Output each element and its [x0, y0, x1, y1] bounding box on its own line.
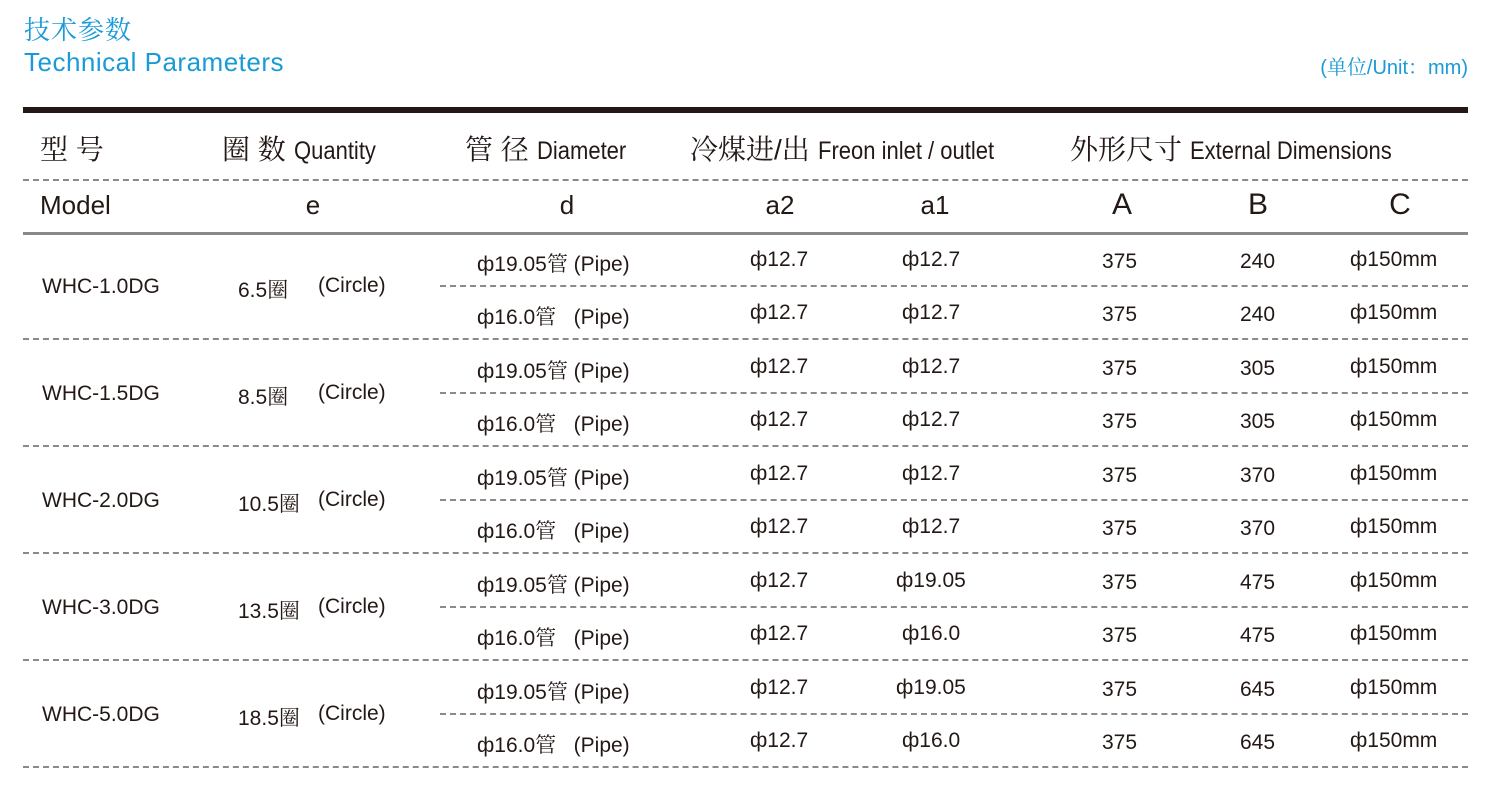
- inner-divider: [440, 606, 1468, 608]
- diameter-cell: ф19.05管 (Pipe): [477, 681, 630, 704]
- A-cell: 375: [1102, 571, 1138, 594]
- quantity-unit-cell: (Circle): [318, 488, 386, 511]
- inner-divider: [440, 285, 1468, 287]
- header-diameter: 管 径 Diameter: [465, 134, 626, 165]
- B-cell: 645: [1240, 678, 1276, 701]
- header-divider: [23, 179, 1468, 181]
- sub-B: B: [1247, 188, 1268, 221]
- row-divider: [23, 766, 1468, 768]
- B-cell: 305: [1240, 410, 1276, 433]
- row-divider: [23, 445, 1468, 447]
- B-cell: 240: [1240, 303, 1276, 326]
- C-cell: ф150mm: [1350, 301, 1438, 324]
- quantity-cell: 6.5圈: [238, 279, 289, 302]
- row-divider: [23, 659, 1468, 661]
- A-cell: 375: [1102, 357, 1138, 380]
- a2-cell: ф12.7: [750, 301, 809, 324]
- diameter-cell: ф16.0管 (Pipe): [477, 627, 630, 650]
- C-cell: ф150mm: [1350, 569, 1438, 592]
- sub-A: A: [1111, 188, 1132, 221]
- B-cell: 370: [1240, 517, 1276, 540]
- sub-a1: a1: [920, 190, 950, 220]
- quantity-cell: 18.5圈: [238, 707, 300, 730]
- a1-cell: ф16.0: [902, 729, 961, 752]
- top-rule: [23, 107, 1468, 113]
- A-cell: 375: [1102, 410, 1138, 433]
- quantity-unit-cell: (Circle): [318, 702, 386, 725]
- quantity-unit-cell: (Circle): [318, 595, 386, 618]
- diameter-cell: ф16.0管 (Pipe): [477, 734, 630, 757]
- diameter-cell: ф16.0管 (Pipe): [477, 413, 630, 436]
- A-cell: 375: [1102, 517, 1138, 540]
- quantity-cell: 10.5圈: [238, 493, 300, 516]
- sub-d: d: [559, 190, 575, 220]
- model-cell: WHC-3.0DG: [42, 596, 160, 619]
- A-cell: 375: [1102, 731, 1138, 754]
- model-cell: WHC-2.0DG: [42, 489, 160, 512]
- C-cell: ф150mm: [1350, 729, 1438, 752]
- quantity-cell: 8.5圈: [238, 386, 289, 409]
- diameter-cell: ф19.05管 (Pipe): [477, 574, 630, 597]
- unit-label: (单位/Unit：mm): [1320, 57, 1468, 79]
- model-cell: WHC-1.0DG: [42, 275, 160, 298]
- header-dimensions: 外形尺寸 External Dimensions: [1070, 134, 1392, 165]
- A-cell: 375: [1102, 250, 1138, 273]
- quantity-unit-cell: (Circle): [318, 381, 386, 404]
- sub-model: Model: [40, 190, 111, 220]
- sub-a2: a2: [765, 190, 795, 220]
- quantity-cell: 13.5圈: [238, 600, 300, 623]
- a2-cell: ф12.7: [750, 462, 809, 485]
- page-title-cn: 技术参数: [24, 15, 133, 45]
- a1-cell: ф12.7: [902, 355, 961, 378]
- a1-cell: ф12.7: [902, 515, 961, 538]
- B-cell: 475: [1240, 571, 1276, 594]
- C-cell: ф150mm: [1350, 408, 1438, 431]
- diameter-cell: ф19.05管 (Pipe): [477, 253, 630, 276]
- a1-cell: ф12.7: [902, 248, 961, 271]
- row-divider: [23, 552, 1468, 554]
- row-divider: [23, 338, 1468, 340]
- a2-cell: ф12.7: [750, 569, 809, 592]
- sub-C: C: [1389, 188, 1411, 221]
- A-cell: 375: [1102, 678, 1138, 701]
- header-quantity: 圈 数 Quantity: [222, 134, 376, 165]
- diameter-cell: ф19.05管 (Pipe): [477, 360, 630, 383]
- C-cell: ф150mm: [1350, 248, 1438, 271]
- diameter-cell: ф16.0管 (Pipe): [477, 306, 630, 329]
- inner-divider: [440, 392, 1468, 394]
- inner-divider: [440, 713, 1468, 715]
- model-cell: WHC-5.0DG: [42, 703, 160, 726]
- page-title-en: Technical Parameters: [24, 47, 284, 77]
- quantity-unit-cell: (Circle): [318, 274, 386, 297]
- a1-cell: ф19.05: [896, 676, 966, 699]
- a2-cell: ф12.7: [750, 355, 809, 378]
- C-cell: ф150mm: [1350, 676, 1438, 699]
- a2-cell: ф12.7: [750, 515, 809, 538]
- a2-cell: ф12.7: [750, 408, 809, 431]
- header-model: 型 号: [40, 134, 104, 165]
- a1-cell: ф12.7: [902, 301, 961, 324]
- a2-cell: ф12.7: [750, 248, 809, 271]
- C-cell: ф150mm: [1350, 355, 1438, 378]
- a1-cell: ф12.7: [902, 408, 961, 431]
- a1-cell: ф12.7: [902, 462, 961, 485]
- model-cell: WHC-1.5DG: [42, 382, 160, 405]
- A-cell: 375: [1102, 303, 1138, 326]
- C-cell: ф150mm: [1350, 622, 1438, 645]
- diameter-cell: ф19.05管 (Pipe): [477, 467, 630, 490]
- header-bottom-rule: [23, 232, 1468, 235]
- B-cell: 305: [1240, 357, 1276, 380]
- B-cell: 370: [1240, 464, 1276, 487]
- C-cell: ф150mm: [1350, 462, 1438, 485]
- a1-cell: ф16.0: [902, 622, 961, 645]
- A-cell: 375: [1102, 464, 1138, 487]
- B-cell: 240: [1240, 250, 1276, 273]
- A-cell: 375: [1102, 624, 1138, 647]
- a2-cell: ф12.7: [750, 622, 809, 645]
- inner-divider: [440, 499, 1468, 501]
- diameter-cell: ф16.0管 (Pipe): [477, 520, 630, 543]
- header-freon: 冷煤进/出 Freon inlet / outlet: [690, 134, 994, 165]
- B-cell: 475: [1240, 624, 1276, 647]
- a2-cell: ф12.7: [750, 729, 809, 752]
- a1-cell: ф19.05: [896, 569, 966, 592]
- a2-cell: ф12.7: [750, 676, 809, 699]
- B-cell: 645: [1240, 731, 1276, 754]
- sub-e: e: [305, 190, 321, 220]
- C-cell: ф150mm: [1350, 515, 1438, 538]
